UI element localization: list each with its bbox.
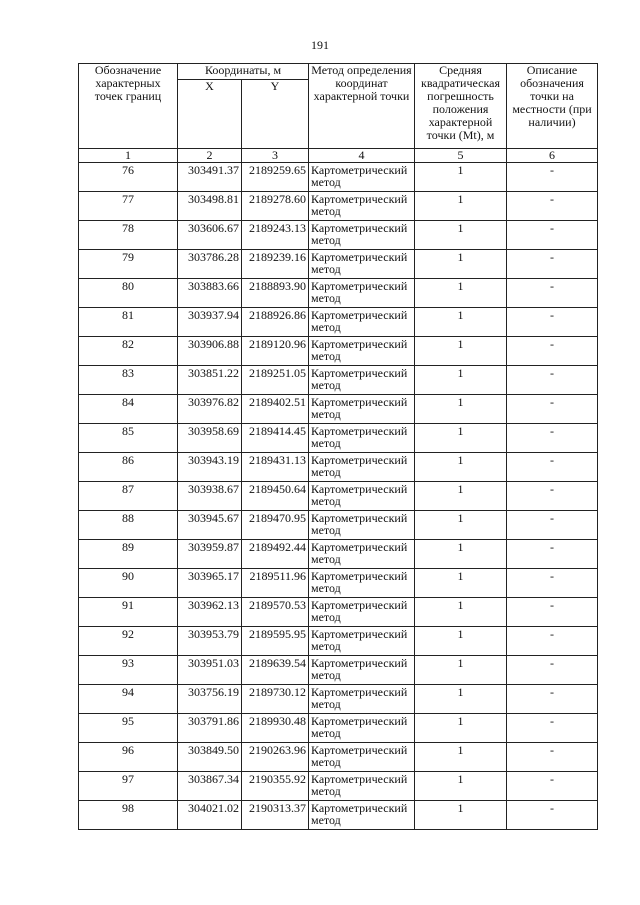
- table-row: [79, 627, 598, 656]
- point-id-cell: 78: [79, 221, 178, 250]
- x-coordinate-cell: 303786.28: [178, 250, 242, 279]
- y-coordinate-cell: 2189511.96: [242, 569, 309, 598]
- y-coordinate-cell: 2189259.65: [242, 163, 309, 192]
- point-id-cell: 84: [79, 395, 178, 424]
- point-id-cell: 91: [79, 598, 178, 627]
- y-coordinate-cell: 2189492.44: [242, 540, 309, 569]
- table-row: [79, 511, 598, 540]
- x-coordinate-cell: 304021.02: [178, 801, 242, 830]
- description-cell: -: [507, 308, 598, 337]
- x-coordinate-cell: 303498.81: [178, 192, 242, 221]
- y-coordinate-cell: 2190313.37: [242, 801, 309, 830]
- error-cell: 1: [415, 221, 507, 250]
- point-id-cell: 89: [79, 540, 178, 569]
- description-cell: -: [507, 163, 598, 192]
- point-id-cell: 97: [79, 772, 178, 801]
- x-coordinate-cell: 303938.67: [178, 482, 242, 511]
- method-cell: Картометрический метод: [309, 395, 415, 424]
- table-row: [79, 395, 598, 424]
- point-id-cell: 88: [79, 511, 178, 540]
- method-cell: Картометрический метод: [309, 772, 415, 801]
- coordinates-table: [78, 63, 598, 830]
- description-cell: -: [507, 540, 598, 569]
- x-coordinate-cell: 303951.03: [178, 656, 242, 685]
- x-coordinate-cell: 303867.34: [178, 772, 242, 801]
- description-cell: -: [507, 366, 598, 395]
- description-cell: -: [507, 598, 598, 627]
- point-id-cell: 76: [79, 163, 178, 192]
- point-id-cell: 95: [79, 714, 178, 743]
- table-row: [79, 743, 598, 772]
- method-cell: Картометрический метод: [309, 424, 415, 453]
- column-number: 1: [79, 149, 178, 163]
- point-id-cell: 85: [79, 424, 178, 453]
- method-cell: Картометрический метод: [309, 627, 415, 656]
- header-y: Y: [242, 80, 309, 149]
- header-coords: Координаты, м: [178, 64, 309, 80]
- x-coordinate-cell: 303943.19: [178, 453, 242, 482]
- y-coordinate-cell: 2189414.45: [242, 424, 309, 453]
- error-cell: 1: [415, 366, 507, 395]
- error-cell: 1: [415, 250, 507, 279]
- table-row: [79, 714, 598, 743]
- error-cell: 1: [415, 540, 507, 569]
- page-number: 191: [311, 38, 329, 52]
- description-cell: -: [507, 772, 598, 801]
- y-coordinate-cell: 2189450.64: [242, 482, 309, 511]
- error-cell: 1: [415, 163, 507, 192]
- table-row: [79, 221, 598, 250]
- error-cell: 1: [415, 395, 507, 424]
- table-row: [79, 163, 598, 192]
- description-cell: -: [507, 714, 598, 743]
- column-number: 6: [507, 149, 598, 163]
- header-description: Описание обозначения точки на местности (при наличии): [507, 64, 598, 149]
- x-coordinate-cell: 303906.88: [178, 337, 242, 366]
- method-cell: Картометрический метод: [309, 192, 415, 221]
- x-coordinate-cell: 303958.69: [178, 424, 242, 453]
- method-cell: Картометрический метод: [309, 598, 415, 627]
- description-cell: -: [507, 627, 598, 656]
- y-coordinate-cell: 2190263.96: [242, 743, 309, 772]
- error-cell: 1: [415, 337, 507, 366]
- y-coordinate-cell: 2189470.95: [242, 511, 309, 540]
- error-cell: 1: [415, 598, 507, 627]
- table-row: [79, 337, 598, 366]
- description-cell: -: [507, 801, 598, 830]
- error-cell: 1: [415, 192, 507, 221]
- method-cell: Картометрический метод: [309, 453, 415, 482]
- table-row: [79, 308, 598, 337]
- y-coordinate-cell: 2189278.60: [242, 192, 309, 221]
- y-coordinate-cell: 2188926.86: [242, 308, 309, 337]
- table-row: [79, 656, 598, 685]
- y-coordinate-cell: 2189243.13: [242, 221, 309, 250]
- x-coordinate-cell: 303953.79: [178, 627, 242, 656]
- column-number: 3: [242, 149, 309, 163]
- error-cell: 1: [415, 656, 507, 685]
- x-coordinate-cell: 303849.50: [178, 743, 242, 772]
- description-cell: -: [507, 482, 598, 511]
- point-id-cell: 92: [79, 627, 178, 656]
- method-cell: Картометрический метод: [309, 656, 415, 685]
- point-id-cell: 93: [79, 656, 178, 685]
- table-row: [79, 192, 598, 221]
- x-coordinate-cell: 303962.13: [178, 598, 242, 627]
- method-cell: Картометрический метод: [309, 366, 415, 395]
- error-cell: 1: [415, 569, 507, 598]
- point-id-cell: 77: [79, 192, 178, 221]
- table-row: [79, 279, 598, 308]
- method-cell: Картометрический метод: [309, 540, 415, 569]
- x-coordinate-cell: 303791.86: [178, 714, 242, 743]
- point-id-cell: 79: [79, 250, 178, 279]
- y-coordinate-cell: 2189431.13: [242, 453, 309, 482]
- table-row: [79, 424, 598, 453]
- method-cell: Картометрический метод: [309, 163, 415, 192]
- error-cell: 1: [415, 279, 507, 308]
- x-coordinate-cell: 303606.67: [178, 221, 242, 250]
- error-cell: 1: [415, 772, 507, 801]
- y-coordinate-cell: 2189251.05: [242, 366, 309, 395]
- error-cell: 1: [415, 627, 507, 656]
- point-id-cell: 98: [79, 801, 178, 830]
- table-row: [79, 772, 598, 801]
- description-cell: -: [507, 279, 598, 308]
- column-number-row: [79, 149, 598, 163]
- point-id-cell: 86: [79, 453, 178, 482]
- table-row: [79, 482, 598, 511]
- table-row: [79, 540, 598, 569]
- y-coordinate-cell: 2189639.54: [242, 656, 309, 685]
- point-id-cell: 96: [79, 743, 178, 772]
- x-coordinate-cell: 303851.22: [178, 366, 242, 395]
- table-row: [79, 569, 598, 598]
- method-cell: Картометрический метод: [309, 569, 415, 598]
- header-point: Обозначение характерных точек границ: [79, 64, 178, 149]
- y-coordinate-cell: 2188893.90: [242, 279, 309, 308]
- error-cell: 1: [415, 453, 507, 482]
- method-cell: Картометрический метод: [309, 714, 415, 743]
- error-cell: 1: [415, 424, 507, 453]
- column-number: 4: [309, 149, 415, 163]
- description-cell: -: [507, 250, 598, 279]
- method-cell: Картометрический метод: [309, 221, 415, 250]
- error-cell: 1: [415, 308, 507, 337]
- x-coordinate-cell: 303883.66: [178, 279, 242, 308]
- column-number: 2: [178, 149, 242, 163]
- header-method: Метод определения координат характерной точки: [309, 64, 415, 149]
- x-coordinate-cell: 303965.17: [178, 569, 242, 598]
- description-cell: -: [507, 395, 598, 424]
- method-cell: Картометрический метод: [309, 308, 415, 337]
- description-cell: -: [507, 424, 598, 453]
- table-row: [79, 685, 598, 714]
- x-coordinate-cell: 303491.37: [178, 163, 242, 192]
- method-cell: Картометрический метод: [309, 511, 415, 540]
- y-coordinate-cell: 2189730.12: [242, 685, 309, 714]
- method-cell: Картометрический метод: [309, 250, 415, 279]
- y-coordinate-cell: 2189570.53: [242, 598, 309, 627]
- y-coordinate-cell: 2189930.48: [242, 714, 309, 743]
- x-coordinate-cell: 303937.94: [178, 308, 242, 337]
- point-id-cell: 80: [79, 279, 178, 308]
- y-coordinate-cell: 2190355.92: [242, 772, 309, 801]
- method-cell: Картометрический метод: [309, 337, 415, 366]
- description-cell: -: [507, 453, 598, 482]
- error-cell: 1: [415, 511, 507, 540]
- description-cell: -: [507, 656, 598, 685]
- column-number: 5: [415, 149, 507, 163]
- description-cell: -: [507, 685, 598, 714]
- point-id-cell: 90: [79, 569, 178, 598]
- header-error: Средняя квадратическая погрешность положения характерной точки (Mt), м: [415, 64, 507, 149]
- y-coordinate-cell: 2189402.51: [242, 395, 309, 424]
- x-coordinate-cell: 303945.67: [178, 511, 242, 540]
- y-coordinate-cell: 2189120.96: [242, 337, 309, 366]
- table-row: [79, 366, 598, 395]
- x-coordinate-cell: 303756.19: [178, 685, 242, 714]
- description-cell: -: [507, 221, 598, 250]
- description-cell: -: [507, 192, 598, 221]
- description-cell: -: [507, 569, 598, 598]
- method-cell: Картометрический метод: [309, 482, 415, 511]
- table-row: [79, 453, 598, 482]
- point-id-cell: 87: [79, 482, 178, 511]
- method-cell: Картометрический метод: [309, 743, 415, 772]
- x-coordinate-cell: 303959.87: [178, 540, 242, 569]
- error-cell: 1: [415, 743, 507, 772]
- method-cell: Картометрический метод: [309, 801, 415, 830]
- y-coordinate-cell: 2189595.95: [242, 627, 309, 656]
- error-cell: 1: [415, 801, 507, 830]
- x-coordinate-cell: 303976.82: [178, 395, 242, 424]
- point-id-cell: 82: [79, 337, 178, 366]
- description-cell: -: [507, 511, 598, 540]
- header-x: X: [178, 80, 242, 149]
- error-cell: 1: [415, 685, 507, 714]
- description-cell: -: [507, 337, 598, 366]
- y-coordinate-cell: 2189239.16: [242, 250, 309, 279]
- point-id-cell: 83: [79, 366, 178, 395]
- table-row: [79, 598, 598, 627]
- error-cell: 1: [415, 714, 507, 743]
- table-row: [79, 250, 598, 279]
- table-row: [79, 801, 598, 830]
- description-cell: -: [507, 743, 598, 772]
- point-id-cell: 81: [79, 308, 178, 337]
- method-cell: Картометрический метод: [309, 279, 415, 308]
- point-id-cell: 94: [79, 685, 178, 714]
- method-cell: Картометрический метод: [309, 685, 415, 714]
- error-cell: 1: [415, 482, 507, 511]
